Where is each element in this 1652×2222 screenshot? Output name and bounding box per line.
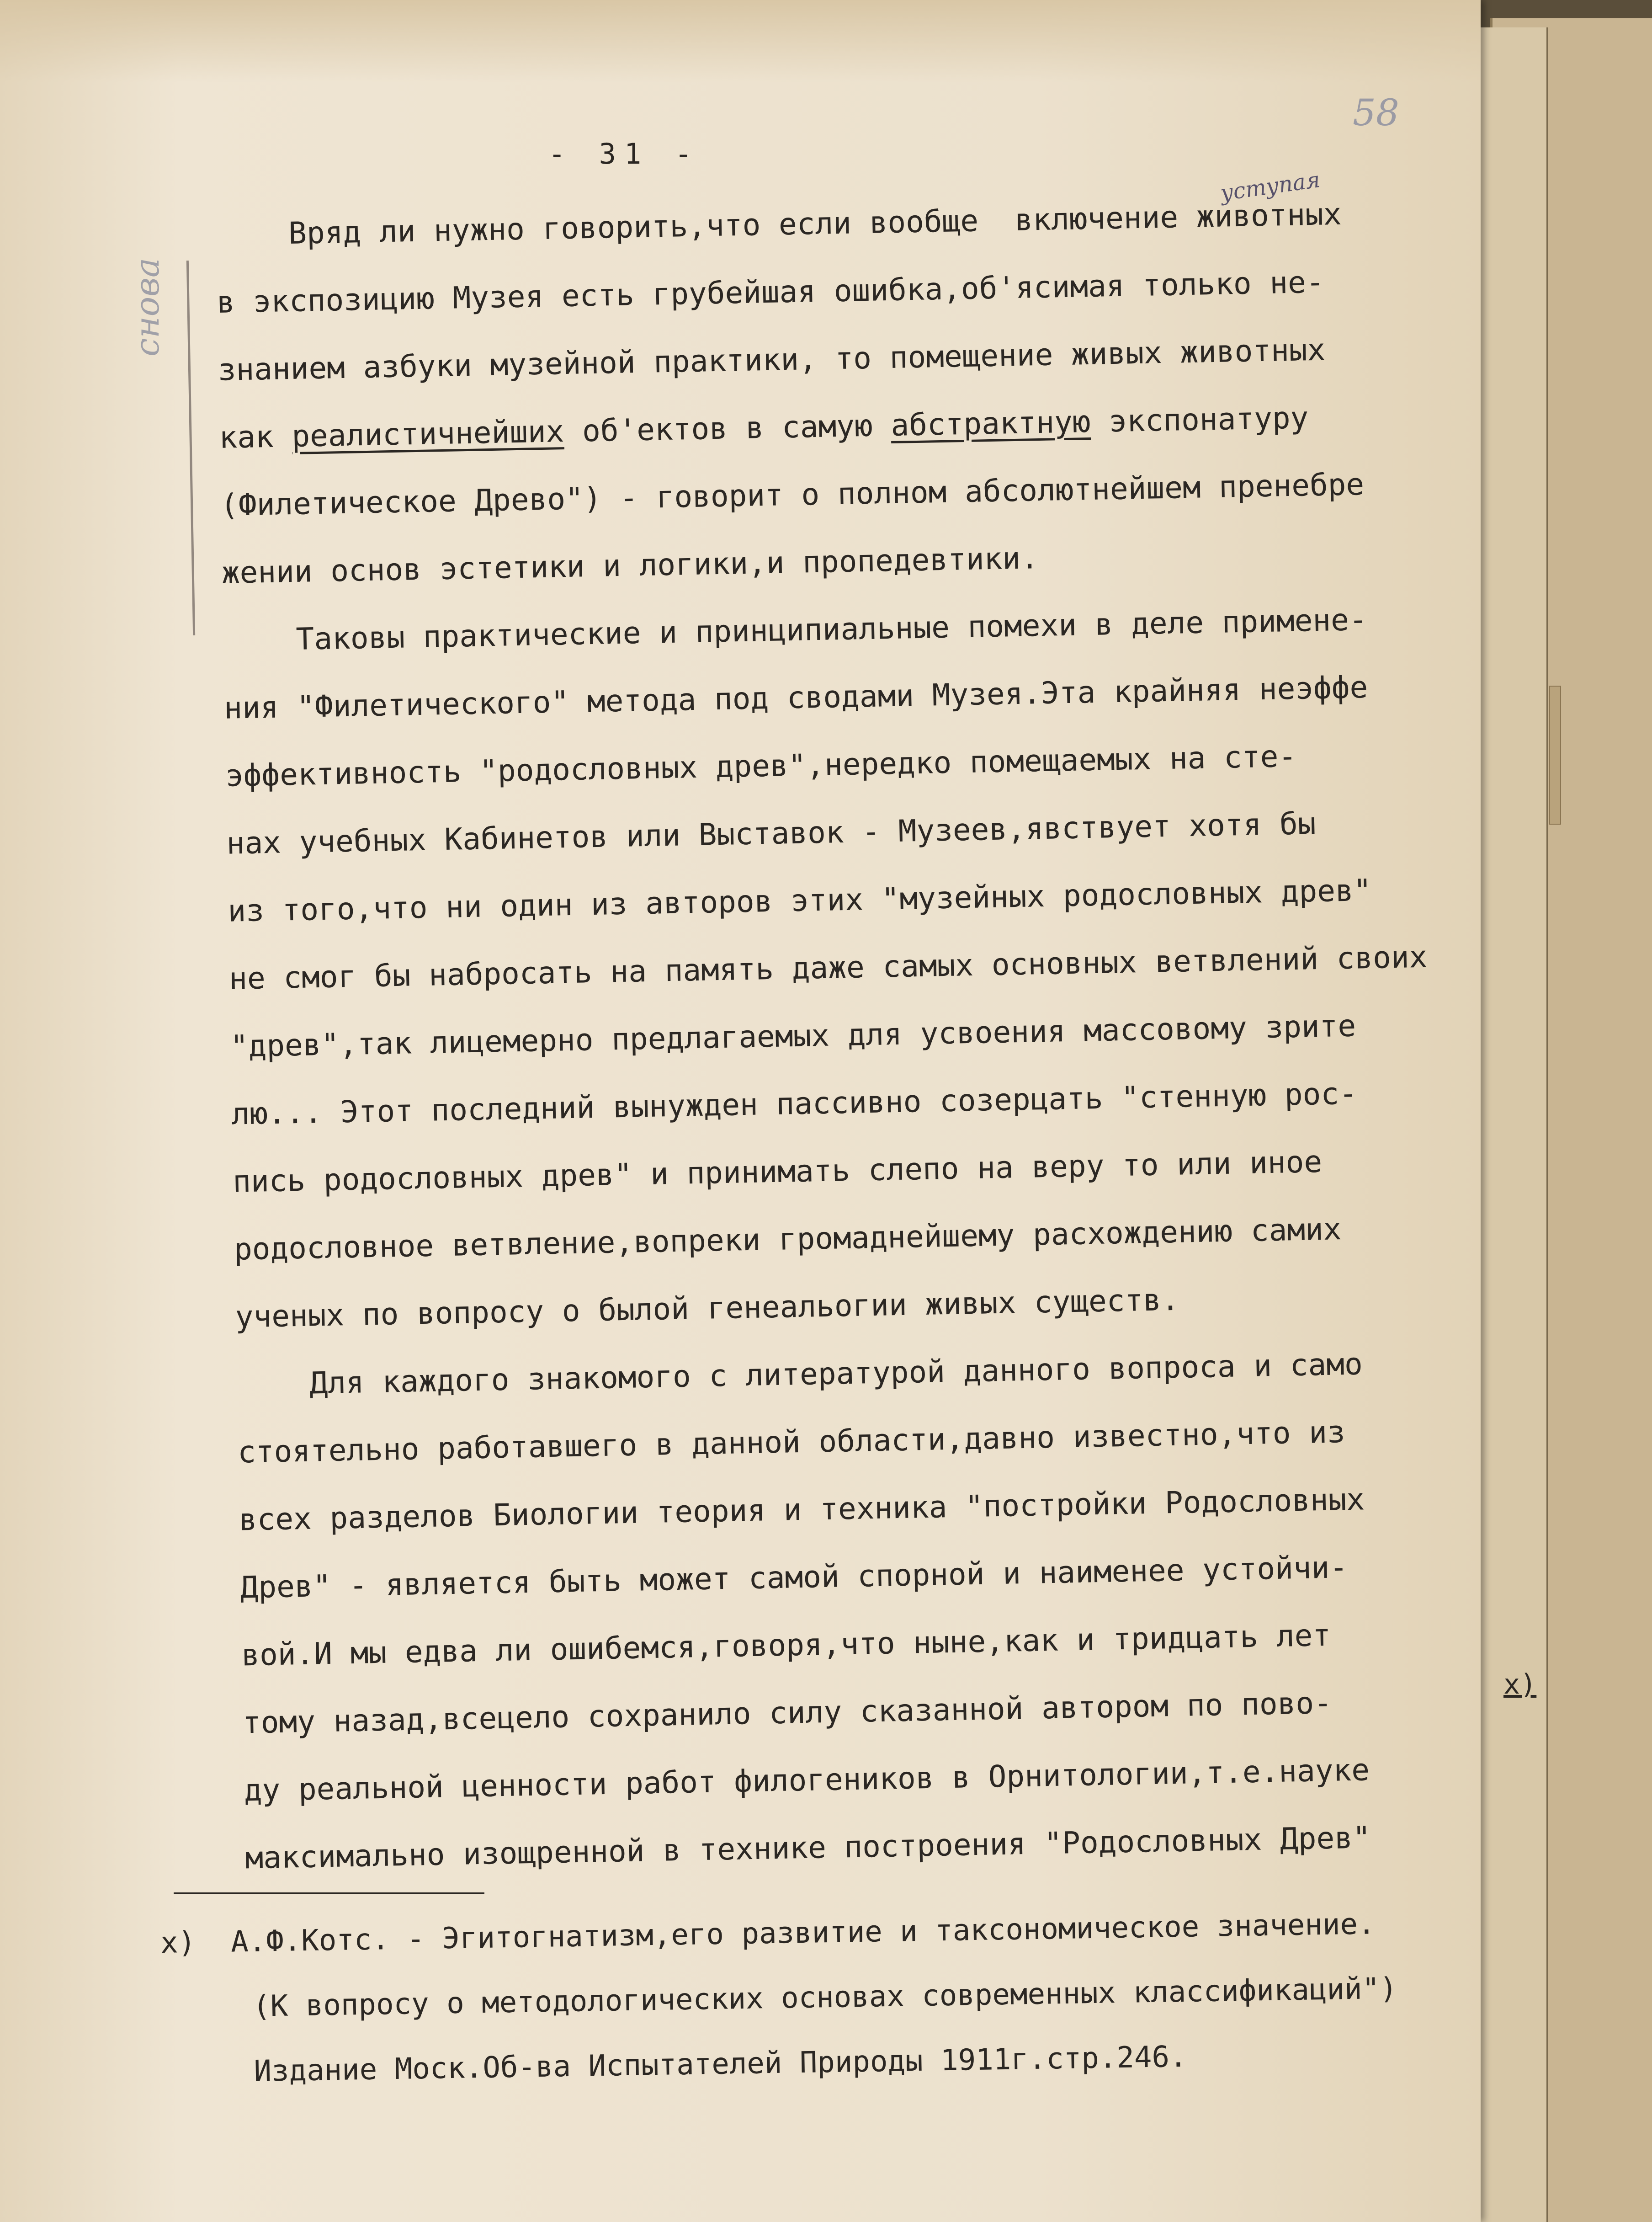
footnote-separator [174,1892,484,1894]
text-line: знанием азбуки музейной практики, то помещение живых животных [218,332,1326,388]
text-line: не смог бы набросать на память даже самых основных ветвлений своих [228,939,1428,996]
text-line: (Филетическое Древо") - говорит о полном абсолютнейшем пренебре [220,467,1365,523]
text-line: Для каждого знакомого с литературой данного вопроса и само [309,1346,1363,1401]
text-line: Вряд ли нужно говорить,что если вообще включение животных [288,196,1342,251]
text-line: Древ" - является быть может самой спорной и наименее устойчи- [239,1550,1348,1605]
footnote-line: Издание Моск.Об-ва Испытателей Природы 1911г.стр.246. [253,2040,1188,2089]
underlined-word: реалистичнейших [291,414,565,454]
text-line: эффективность "родословных древ",нередко помещаемых на сте- [225,738,1297,794]
text-line: нах учебных Кабинетов или Выставок - Музеев,явствует хотя бы [226,806,1317,861]
folio-number: 58 [1353,91,1399,134]
text-line: жении основ эстетики и логики,и пропедевтики. [221,540,1039,591]
body-text [215,177,1557,1892]
underlined-word: абстрактную [890,404,1091,443]
margin-handwritten-note: снова [128,258,166,357]
text-line: ученых по вопросу о былой генеальогии живых существ. [235,1282,1180,1335]
text-line: ния "Филетического" метода под сводами Музея.Эта крайняя неэффе [223,669,1368,726]
footnote-line: x) А.Ф.Котс. - Эгитогнатизм,его развитие и таксономическое значение. [160,1907,1376,1960]
paper-clip [1549,686,1561,825]
text-line: всех разделов Биологии теория и техника "постройки Родословных [239,1481,1365,1538]
text-line: лю... Этот последний вынужден пассивно созерцать "стенную рос- [231,1076,1358,1132]
text-line: стоятельно работавшего в данной области,давно известно,что из [237,1414,1346,1470]
margin-line [186,261,195,635]
text-segment: экспонатуру [1090,400,1309,439]
text-line: в экспозицию Музея есть грубейшая ошибка,об'ясимая только не- [216,264,1325,320]
text-line: Таковы практические и принципиальные помехи в деле примене- [295,602,1368,657]
text-line: тому назад,всецело сохранило силу сказанной автором по пово- [242,1685,1333,1741]
page-top-edge [0,0,1481,82]
text-line: "древ",так лицемерно предлагаемых для усвоения массовому зрите [230,1008,1356,1064]
text-line: ду реальной ценности работ филогеников в Орнитологии,т.е.науке [244,1752,1370,1808]
page-number: - 31 - [548,137,700,171]
footnote-reference: x) [1503,1668,1537,1700]
footnote-line: (К вопросу о методологических основах современных классификаций") [252,1972,1398,2024]
text-segment: об'ектов в самую [563,407,892,449]
text-line: пись родословных древ" и принимать слепо на веру то или иное [232,1144,1323,1199]
text-segment: как [218,419,292,455]
text-line: из того,что ни один из авторов этих "музейных родословных древ" [227,872,1372,929]
text-line: вой.И мы едва ли ошибемся,говоря,что ныне,как и тридцать лет [241,1617,1331,1673]
text-line: максимально изощренной в технике построения "Родословных Древ" [244,1820,1371,1876]
handwritten-correction: уступая [1219,167,1322,206]
footnote [160,1889,1534,2105]
text-line: родословное ветвление,вопреки громаднейшему расхождению самих [234,1211,1342,1267]
